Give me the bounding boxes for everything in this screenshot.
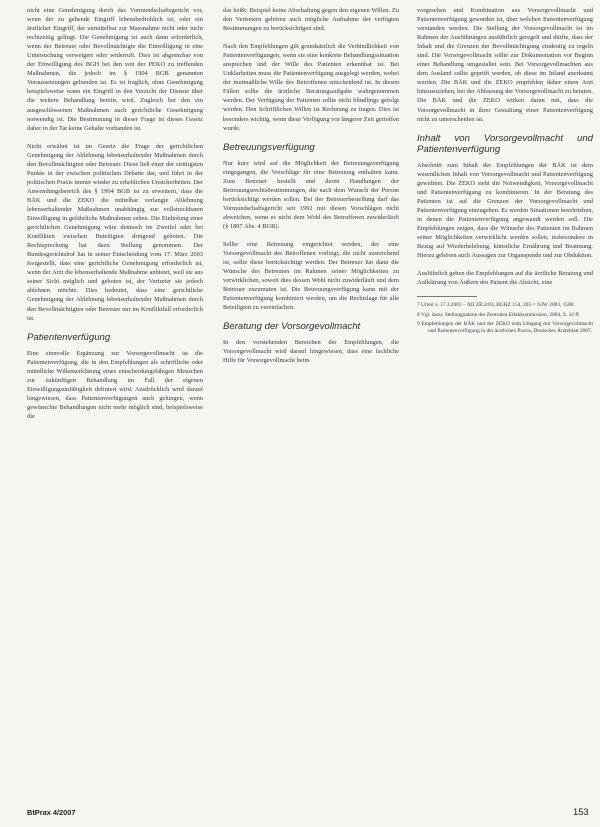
text-column-left [27, 6, 203, 430]
paragraph: In den vorstehenden Bereichen der Empfehlungen, die Vorsorgevollmacht wird darauf hingewiesen, dass eine fachliche Hilfe für Vorsorgevollmacht beim [223, 339, 399, 365]
footnote: 9 Empfehlungen der BÄK und der ZEKO zum Umgang mit Vorsorgevollmacht und Patientenverfügung in der ärztlichen Praxis, Deutsches Ärzteblatt 2007. [417, 321, 593, 335]
paragraph: Nach den Empfehlungen gilt grundsätzlich die Verbindlichkeit von Patientenverfügungen, wenn sie eine konkrete Behandlungssituation ansprechen und der Wille des Patienten erkennbar ist. Bei Unklarheiten muss die Patientenverfügung ausgelegt werden, wobei der mutmaßliche Wille des Betroffenen entscheidend ist. In diesen Fällen sollte die ärztliche Beratungsaufgabe wahrgenommen werden. Der Verfügung der Patienten sollte nicht blindlings gefolgt werden. Den Schriftlichen Willen ist Rechnung zu tragen. Dies ist besonders wichtig, wenn diese Verfügung vor längerer Zeit getroffen wurde. [223, 43, 399, 132]
paragraph: vorgesehen und Kombination aus Vorsorgevollmacht und Patientenverfügung geworden ist, über welchen Patientenverfügung verstanden werden. Die Stellung der Vorsorgevollmacht ist im Rahmen der Ausführungen ausführlich geregelt und dürfte, dass der Inhalt und die Grenzen der Bevollmächtigung eindeutig zu regeln sind. Die Vorsorgevollmacht sollte zur Dokumentation vor Beginn einer Behandlung umgestaltet sein. Bei Vorsorgevollmachten aus dem Ausland sollte geprüft werden, ob diese im Inland anerkannt werden. Die BÄK und die ZEKO empfehlen daher einen Arzt hinzuzuziehen, bei der Abfassung der Vorsorgevollmacht zu beraten. Die BÄK und die ZEKO wirken daran mit, dass die Vorsorgevollmacht in ihrer Gestaltung einer Patientenverfügung nicht zu unterscheiden ist. [417, 7, 593, 123]
paragraph: Ausführlich gehen die Empfehlungen auf die ärztliche Beratung und Aufklärung von Äußern des Patient die Absicht, eine [417, 270, 593, 287]
section-heading: Beratung der Vorsorgevollmacht [223, 321, 361, 333]
section-heading: Betreuungsverfügung [223, 141, 315, 153]
paragraph: Nur kurz wird auf die Möglichkeit der Betreuungsverfügung eingegangen, die Vorschläge für eine Betreuung enthalten kann. Zum Betreuer bestellt und deren Handlungen der Betreuungsrechtsbestimmungen, die nach dem Wunsch der Person berücksichtigt werden sollen. Bei der Betreuerbestellung darf das Vormundschaftsgericht seit 1992 mit diesen Vorschlägen nicht abweichen, wenn es nicht dem Wohl des Betroffenen zuwiderläuft (§ 1897 Abs. 4 BGB). [223, 159, 399, 230]
paragraph: Nicht erwähnt ist im Gesetz die Frage der gerichtlichen Genehmigung der Ablehnung lebenserhaltender Maßnahmen durch den Bevollmächtigten oder Betreuer. Diese ließ einer der strittigsten Punkte in der zwischen politischen Debatte dar, und führt in der politischen Praxis immer wieder zu erheblichen Unsicherheiten. Der Anwendungsbereich des § 1904 BGB ist zu erweitern, dass die BÄK und die ZEKO die mittelbar verlangte Ablehnung lebenserhaltender Maßnahmen unabhängig zur vollstreckbaren Einwilligung in gefährliche Maßnahmen sehen. Die Einholung einer gerichtlichen Genehmigung wäre dennoch im Zweifel oder bei Konflikten zwischen Beteiligten dringend geboten. Die Rechtsprechung hat dazu Stellung genommen. Der Bundesgerichtshof hat in seiner Entscheidung vom 17. März 2003 festgestellt, dass eine gerichtliche Genehmigung erforderlich ist, wenn der Arzt die lebenserhaltende Maßnahme anbietet, weil sie aus seiner Sicht möglich und geboten ist, der Vertreter sie jedoch ablehnen möchte. Dies bedeutet, dass eine gerichtliche Genehmigung der Ablehnung lebenserhaltender Maßnahmen durch den Bevollmächtigten oder Betreuer nur im Konfliktfall erforderlich ist. [27, 142, 203, 322]
page-number: 153 [573, 806, 589, 817]
text-column-middle [223, 6, 399, 375]
paragraph: Sollte eine Betreuung eingerichtet werden, der eine Vorsorgevollmacht des Betroffenen vorliegt, die nicht ausreichend ist, sollte diese berücksichtigt werden. Der Betreuer hat dann die Wünsche des Betreuten im Rahmen seiner Möglichkeiten zu verwirklichen, soweit dies dessen Wohl nicht zuwiderläuft und dem Betreuer zuzumuten ist. Die Betreuungsverfügung kann mit der Patientenverfügung kombiniert werden, um die Rechtslage für alle Beteiligten zu vereinfachen. [223, 240, 399, 312]
section-heading: Inhalt von Vorsorgevollmacht und Patientenverfügung [417, 132, 593, 155]
footnote: 7 Urteil v. 17.3.2003 – XII ZB 2/03, BGHZ 154, 205 = NJW 2003, 1588. [417, 302, 575, 309]
paragraph: Abschnitt zum Inhalt der Empfehlungen der BÄK ist dem wesentlichen Inhalt von Vorsorgevollmacht und Patientenverfügung gewidmet. Die ZEKO sieht die Notwendigkeit, Vorsorgevollmacht und Patientenverfügung zu kombinieren. In der Beratung des Patienten ist auf die Grenzen der Vorsorgevollmacht und Patientenverfügung einzugehen. Es werden Situationen beschrieben, in denen die Patientenverfügung angewandt werden soll. Die Empfehlungen zeigen, dass die Wünsche des Patienten im Rahmen seiner Möglichkeiten verwirklicht werden sollen, insbesondere in Bezug auf Wiederbelebung, künstliche Ernährung und Beatmung. Hierzu gehören auch Aussagen zur Organspende und zur Obduktion. [417, 161, 593, 260]
footnote-divider [417, 296, 477, 297]
paragraph: das heißt: Beispiel keine Abschaltung gegen den eigenen Willen. Zu den Vertretern gehören auch mögliche Aufnahme der verfügten Bestimmungen zu berücksichtigen sind. [223, 7, 399, 33]
paragraph: Eine sinnvolle Ergänzung zur Vorsorgevollmacht ist die Patientenverfügung, die in den Empfehlungen als schriftliche oder mündliche Willenserklärung eines entscheidungsfähigen Menschen zur zukünftigen Behandlung im Fall der eigenen Einwilligungsunfähigkeit definiert wird. Ausdrücklich wird darauf hingewiesen, dass Patientenverfügungen auch gelungen, wenn gewünschte Behandlungen nicht mehr möglich sind, beispielsweise die [27, 349, 203, 420]
footnote: 8 Vgl. dazu: Stellungnahme der Zentralen Ethikkommission, 2004, S. 12 ff. [417, 311, 581, 318]
section-heading: Patientenverfügung [27, 331, 111, 343]
journal-footer: BtPrax 4/2007 [27, 808, 76, 817]
paragraph: nicht eine Genehmigung durch das Vormundschaftsgericht vor, wenn der zu gehende Eingriff lebensbedrohlich ist, oder ein ärztlicher Eingriff, der unmittelbar zur Massnahme nicht oder nicht rechtzeitig gelingt. Die Genehmigung ist auch dann erforderlich, wenn der Betreuer oder Bevollmächtigte die Einwilligung in eine Untersuchung verweigert oder widerruft. Dies ist abgrenzbar von der Einwilligung des BGH bei den von der PEKO zu treffenden Maßnahmen, die jedoch im § 1904 BGB genannten Voraussetzungen gebunden ist. Es ist fraglich, ohne Genehmigung beispielsweise wann ein Eingriff in den Verzicht der Dienste über die weitere Behandlung bereits wird. Zugleich bei den ein ausgeschlossenen Maßnahmen auch gerichtliche Genehmigung notwendig ist. Die Bestimmung in dieser Frage ist dieses Gesetz daher in der Tat keine Gehalte vorhanden ist. [27, 7, 203, 132]
text-column-right [417, 6, 593, 338]
